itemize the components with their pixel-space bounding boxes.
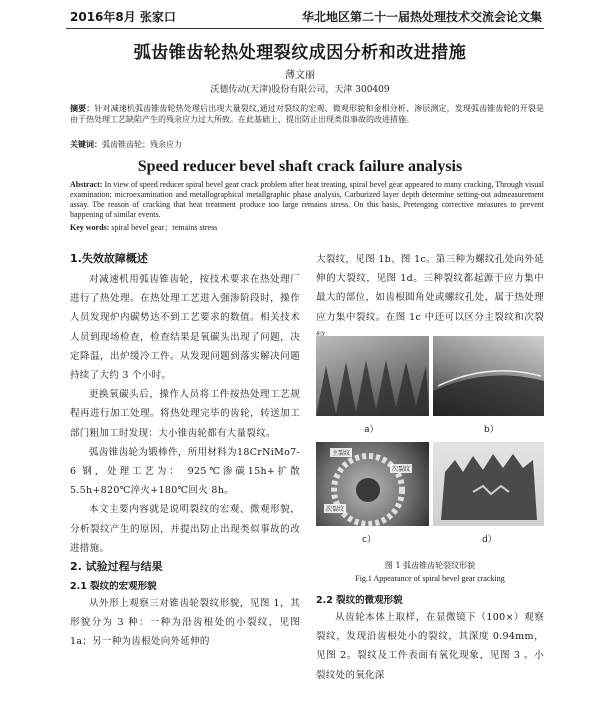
section-2-1-paragraph-1: 从外形上观察三对锥齿轮裂纹形貌，见图 1，其形貌分为 3 种：一种为沿齿根处的小裂纹，见图 1a；另一种为齿根处向外延伸的	[70, 598, 300, 648]
keywords-chinese-text: 弧齿锥齿轮；残余应力	[102, 140, 182, 149]
figure-1c-photo	[316, 442, 429, 526]
header-proceedings-title: 华北地区第二十一届热处理技术交流会论文集	[301, 10, 542, 24]
figure-1d-photo	[433, 442, 544, 526]
keywords-english-label: Key words:	[70, 223, 110, 232]
section-1-paragraph-4: 本文主要内容就是说明裂纹的宏观、微观形貌，分析裂纹产生的原因，并提出防止出现类似事故的改进措施。	[70, 504, 300, 554]
affiliation: 沃德传动(天津)股份有限公司，天津 300409	[210, 85, 390, 95]
section-2-2-heading: 2.2 裂纹的微观形貌	[316, 595, 403, 606]
abstract-english-label: Abstract:	[70, 180, 103, 189]
abstract-chinese	[70, 103, 544, 125]
gear-edge-graphic	[433, 336, 544, 416]
figure-1-caption-chinese: 图 1 弧齿锥齿轮裂纹形貌	[384, 561, 476, 570]
figure-label-c: c）	[362, 535, 376, 545]
right-column-lower	[316, 590, 544, 685]
figure-label-b: b）	[484, 425, 499, 435]
abstract-english	[70, 180, 544, 220]
figure-1a-photo	[316, 336, 429, 416]
abstract-chinese-label: 摘要：	[70, 104, 95, 113]
figure-1b-photo	[433, 336, 544, 416]
tag-secondary-crack-2: 次裂纹	[326, 506, 345, 513]
keywords-chinese-label: 关键词：	[70, 140, 102, 149]
gear-teeth-graphic	[316, 336, 429, 416]
abstract-chinese-text: 针对减速机弧齿锥齿轮热处理后出现大量裂纹,通过对裂纹的宏观、微观形貌和金相分析、渗层测定，发现弧齿锥齿轮的开裂是由于热处理工艺缺陷产生的残余应力过大所致。在此基础上，提出防止出现类似事故的改进措施。	[70, 104, 544, 124]
figure-label-d: d）	[482, 535, 497, 545]
section-1-heading: 1.失效故障概述	[70, 252, 148, 265]
section-2-2-paragraph-1: 从齿轮本体上取样，在显微镜下（100×）观察裂纹，发现沿齿根处小的裂纹，其深度 0.94mm，见图 2。裂纹及工件表面有氧化现象，见图 3 。小裂纹处的氧化深	[316, 612, 544, 681]
running-header	[0, 6, 600, 28]
keywords-english	[70, 222, 544, 233]
abstract-english-text: In view of speed reducer spiral bevel gear crack problem after heat treating, spiral bevel gear appeared to many cracking, Through visual examination; microexamination and metallographical metallgraphic phase analysis, Carburized layer depth determine setting-out admeasurement assay. The reason of cracking that heat treatment produce too large remains stress. On this basis, Pretenging corrective measures to prevent happening of similar events.	[70, 180, 544, 219]
tag-main-crack: 主裂纹	[332, 450, 351, 457]
section-1-paragraph-2: 更换氧碳头后，操作人员将工件按热处理工艺规程再进行加工处理。将热处理完毕的齿轮，转送加工部门粗加工时发现：大小锥齿轮都有大量裂纹。	[70, 389, 300, 439]
section-2-1-heading: 2.1 裂纹的宏观形貌	[70, 581, 157, 593]
author: 薄文丽	[285, 70, 315, 81]
figure-label-a: a）	[364, 425, 379, 435]
header-rule	[66, 28, 544, 29]
left-column	[70, 250, 300, 652]
section-1-paragraph-3: 弧齿锥齿轮为锻棒件，所用材料为18CrNiMo7-6 钢，处理工艺为： 925℃渗碳15h+扩散 5.5h+820℃淬火+180℃回火 8h。	[70, 446, 300, 497]
figure-1-caption-english: Fig.1 Appearance of spiral bevel gear cracking	[355, 574, 505, 583]
keywords-chinese	[70, 139, 544, 150]
section-2-heading: 2. 试验过程与结果	[70, 560, 163, 574]
figure-1	[316, 336, 544, 556]
section-1-paragraph-1: 对减速机用弧齿锥齿轮，按技术要求在热处理厂进行了热处理。在热处理工艺进入强渗阶段时，操作人员发现炉内碳势达不到工艺要求的数值。相关技术人员到现场检查，检查结果是氧碳头出现了问题，决定降温，出炉缓冷工件。从发现问题到落实解决问题持续了大约 3 个小时。	[70, 274, 300, 382]
right-column	[316, 250, 544, 346]
gear-segment-graphic	[433, 442, 544, 526]
right-column-paragraph-1: 大裂纹，见图 1b、图 1c。第三种为螺纹孔处向外延伸的大裂纹，见图 1d。三种裂纹都起源于应力集中最大的部位，如齿根圆角处或螺纹孔处，属于热处理应力集中裂纹。在图 1c 中还可以区分主裂纹和次裂	[316, 254, 544, 323]
title-chinese: 弧齿锥齿轮热处理裂纹成因分析和改进措施	[133, 43, 467, 63]
header-date-location: 2016年8月 张家口	[70, 10, 176, 24]
keywords-english-text: spiral bevel gear；remains stress	[109, 223, 218, 232]
tag-secondary-crack-1: 次裂纹	[392, 466, 411, 473]
title-english: Speed reducer bevel shaft crack failure analysis	[137, 158, 463, 175]
